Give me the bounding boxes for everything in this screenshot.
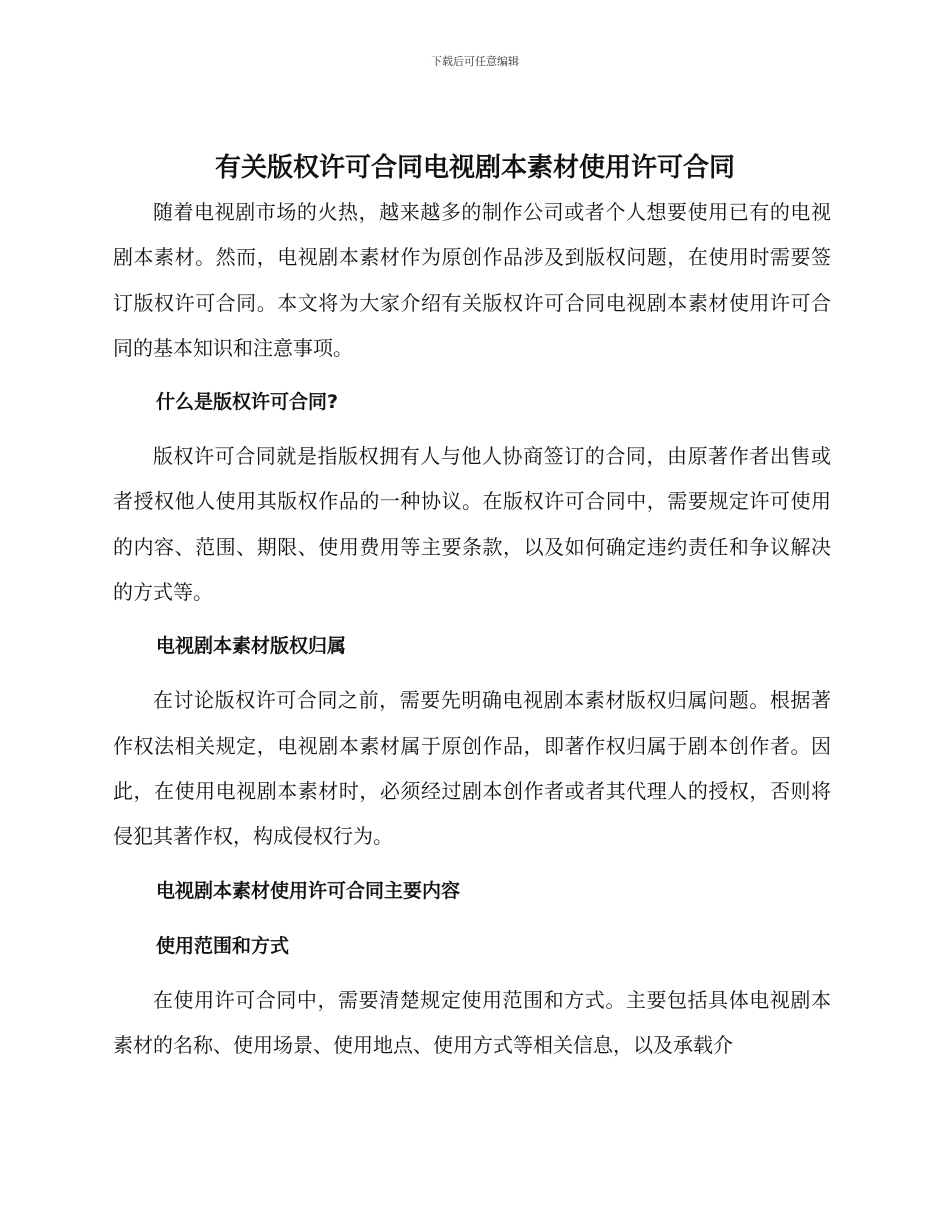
paragraph-ownership: 在讨论版权许可合同之前，需要先明确电视剧本素材版权归属问题。根据著作权法相关规定，电视剧本素材属于原创作品，即著作权归属于剧本创作者。因此，在使用电视剧本素材时，必须经过剧本创作者或者其代理人的授权，否则将侵犯其著作权，构成侵权行为。 <box>113 688 831 849</box>
heading-ownership: 电视剧本素材版权归属 <box>156 635 347 658</box>
document-title: 有关版权许可合同电视剧本素材使用许可合同 <box>214 153 735 183</box>
heading-what-is: 什么是版权许可合同? <box>156 391 339 414</box>
paragraph-what-is: 版权许可合同就是指版权拥有人与他人协商签订的合同，由原著作者出售或者授权他人使用其版权作品的一种协议。在版权许可合同中，需要规定许可使用的内容、范围、期限、使用费用等主要条款，以及如何确定违约责任和争议解决的方式等。 <box>113 444 831 605</box>
paragraph-scope: 在使用许可合同中，需要清楚规定使用范围和方式。主要包括具体电视剧本素材的名称、使用场景、使用地点、使用方式等相关信息，以及承载介 <box>113 987 831 1057</box>
heading-scope: 使用范围和方式 <box>156 934 290 957</box>
header-note: 下载后可任意编辑 <box>431 55 519 68</box>
document-body <box>113 190 831 1068</box>
heading-main-content: 电视剧本素材使用许可合同主要内容 <box>156 879 461 902</box>
paragraph-intro: 随着电视剧市场的火热，越来越多的制作公司或者个人想要使用已有的电视剧本素材。然而，电视剧本素材作为原创作品涉及到版权问题，在使用时需要签订版权许可合同。本文将为大家介绍有关版权许可合同电视剧本素材使用许可合同的基本知识和注意事项。 <box>113 200 831 360</box>
